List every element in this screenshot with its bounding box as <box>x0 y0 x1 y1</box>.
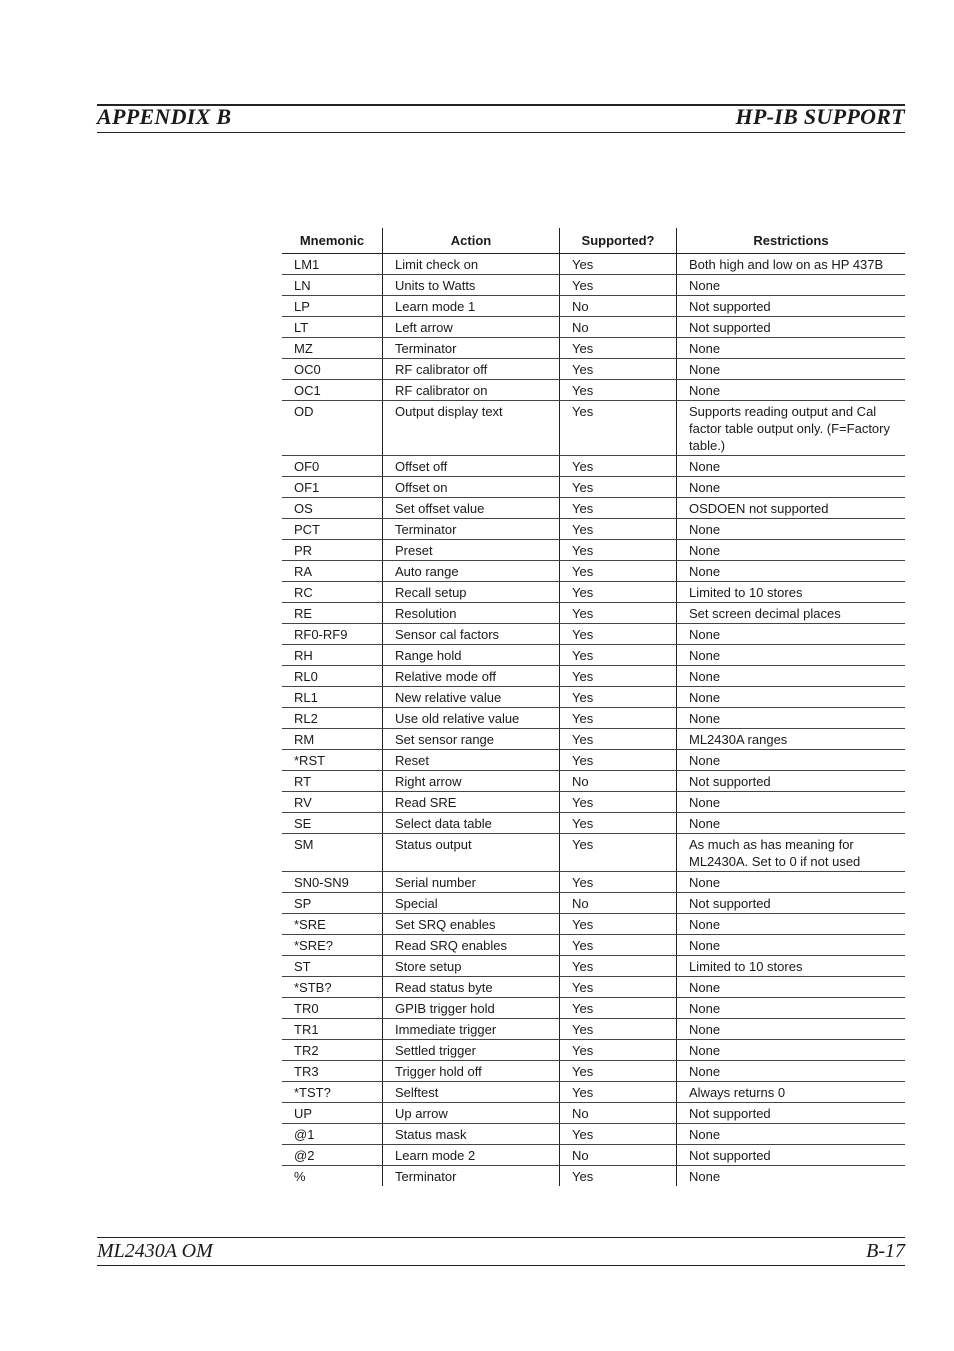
mnemonic-cell: OD <box>282 401 383 456</box>
supported-cell: Yes <box>560 1166 677 1187</box>
mnemonic-cell: RA <box>282 561 383 582</box>
mnemonic-cell: RH <box>282 645 383 666</box>
table-row <box>282 687 905 708</box>
action-cell: Store setup <box>383 956 560 977</box>
mnemonic-cell: *STB? <box>282 977 383 998</box>
restrictions-cell: None <box>677 914 906 935</box>
mnemonic-cell: LT <box>282 317 383 338</box>
restrictions-cell: Not supported <box>677 296 906 317</box>
table-row <box>282 296 905 317</box>
table-header-row <box>282 228 905 254</box>
table-row <box>282 998 905 1019</box>
table-row <box>282 359 905 380</box>
table-row <box>282 603 905 624</box>
restrictions-cell: Limited to 10 stores <box>677 582 906 603</box>
supported-cell: Yes <box>560 666 677 687</box>
supported-cell: Yes <box>560 813 677 834</box>
table-row <box>282 935 905 956</box>
action-cell: Use old relative value <box>383 708 560 729</box>
restrictions-cell: None <box>677 708 906 729</box>
table-row <box>282 956 905 977</box>
mnemonic-cell: TR2 <box>282 1040 383 1061</box>
table-row <box>282 477 905 498</box>
supported-cell: Yes <box>560 729 677 750</box>
supported-cell: Yes <box>560 401 677 456</box>
restrictions-cell: Both high and low on as HP 437B <box>677 254 906 275</box>
restrictions-cell: None <box>677 666 906 687</box>
hpib-command-table <box>282 228 905 1186</box>
mnemonic-cell: OF1 <box>282 477 383 498</box>
supported-cell: Yes <box>560 456 677 477</box>
action-cell: Status mask <box>383 1124 560 1145</box>
table-row <box>282 254 905 275</box>
table-row <box>282 914 905 935</box>
restrictions-cell: None <box>677 540 906 561</box>
restrictions-cell: None <box>677 1124 906 1145</box>
supported-cell: Yes <box>560 380 677 401</box>
action-cell: Terminator <box>383 338 560 359</box>
action-cell: Set sensor range <box>383 729 560 750</box>
table-row <box>282 893 905 914</box>
mnemonic-cell: OC0 <box>282 359 383 380</box>
action-cell: Range hold <box>383 645 560 666</box>
footer-rule-top <box>97 1237 905 1238</box>
mnemonic-cell: @1 <box>282 1124 383 1145</box>
action-cell: Terminator <box>383 1166 560 1187</box>
restrictions-cell: None <box>677 750 906 771</box>
restrictions-cell: Not supported <box>677 317 906 338</box>
supported-cell: Yes <box>560 1124 677 1145</box>
action-cell: Auto range <box>383 561 560 582</box>
table-row <box>282 834 905 872</box>
table-row <box>282 338 905 359</box>
footer-page-number: B-17 <box>866 1240 905 1262</box>
supported-cell: Yes <box>560 977 677 998</box>
supported-cell: Yes <box>560 582 677 603</box>
header-right-title: HP-IB SUPPORT <box>735 104 905 129</box>
mnemonic-cell: TR0 <box>282 998 383 1019</box>
action-cell: Read status byte <box>383 977 560 998</box>
supported-cell: Yes <box>560 792 677 813</box>
action-cell: Serial number <box>383 872 560 893</box>
mnemonic-cell: LN <box>282 275 383 296</box>
table-row <box>282 456 905 477</box>
restrictions-cell: ML2430A ranges <box>677 729 906 750</box>
supported-cell: Yes <box>560 998 677 1019</box>
mnemonic-cell: LP <box>282 296 383 317</box>
action-cell: Settled trigger <box>383 1040 560 1061</box>
table-row <box>282 1019 905 1040</box>
action-cell: Up arrow <box>383 1103 560 1124</box>
supported-cell: No <box>560 317 677 338</box>
table-row <box>282 540 905 561</box>
supported-cell: Yes <box>560 935 677 956</box>
action-cell: Reset <box>383 750 560 771</box>
supported-cell: No <box>560 296 677 317</box>
column-header-supported: Supported? <box>560 228 677 254</box>
supported-cell: No <box>560 1145 677 1166</box>
restrictions-cell: Always returns 0 <box>677 1082 906 1103</box>
table-body <box>282 254 905 1187</box>
table-row <box>282 624 905 645</box>
table-row <box>282 1124 905 1145</box>
mnemonic-cell: ST <box>282 956 383 977</box>
table-row <box>282 401 905 456</box>
table-row <box>282 750 905 771</box>
mnemonic-cell: PCT <box>282 519 383 540</box>
mnemonic-cell: TR1 <box>282 1019 383 1040</box>
mnemonic-cell: RL2 <box>282 708 383 729</box>
mnemonic-cell: *RST <box>282 750 383 771</box>
mnemonic-cell: SP <box>282 893 383 914</box>
table-row <box>282 1103 905 1124</box>
restrictions-cell: None <box>677 338 906 359</box>
restrictions-cell: Not supported <box>677 1103 906 1124</box>
action-cell: New relative value <box>383 687 560 708</box>
action-cell: Read SRE <box>383 792 560 813</box>
restrictions-cell: Not supported <box>677 771 906 792</box>
column-header-mnemonic: Mnemonic <box>282 228 383 254</box>
table-row <box>282 645 905 666</box>
action-cell: Read SRQ enables <box>383 935 560 956</box>
supported-cell: Yes <box>560 254 677 275</box>
supported-cell: Yes <box>560 834 677 872</box>
supported-cell: Yes <box>560 624 677 645</box>
restrictions-cell: Supports reading output and Cal factor table output only. (F=Factory table.) <box>677 401 906 456</box>
restrictions-cell: Set screen decimal places <box>677 603 906 624</box>
table-row <box>282 275 905 296</box>
restrictions-cell: None <box>677 1061 906 1082</box>
action-cell: Recall setup <box>383 582 560 603</box>
table-row <box>282 1040 905 1061</box>
mnemonic-cell: MZ <box>282 338 383 359</box>
supported-cell: Yes <box>560 914 677 935</box>
supported-cell: Yes <box>560 561 677 582</box>
action-cell: Trigger hold off <box>383 1061 560 1082</box>
supported-cell: Yes <box>560 708 677 729</box>
supported-cell: Yes <box>560 1061 677 1082</box>
mnemonic-cell: RM <box>282 729 383 750</box>
restrictions-cell: Not supported <box>677 1145 906 1166</box>
action-cell: GPIB trigger hold <box>383 998 560 1019</box>
table-row <box>282 771 905 792</box>
mnemonic-cell: OC1 <box>282 380 383 401</box>
footer-document-name: ML2430A OM <box>97 1240 213 1262</box>
supported-cell: No <box>560 893 677 914</box>
mnemonic-cell: LM1 <box>282 254 383 275</box>
mnemonic-cell: *TST? <box>282 1082 383 1103</box>
action-cell: Left arrow <box>383 317 560 338</box>
mnemonic-cell: RT <box>282 771 383 792</box>
footer-rule-bottom <box>97 1265 905 1266</box>
table-row <box>282 498 905 519</box>
mnemonic-cell: RF0-RF9 <box>282 624 383 645</box>
column-header-action: Action <box>383 228 560 254</box>
action-cell: Select data table <box>383 813 560 834</box>
supported-cell: Yes <box>560 956 677 977</box>
supported-cell: Yes <box>560 1040 677 1061</box>
restrictions-cell: None <box>677 477 906 498</box>
header-rule-bottom <box>97 132 905 133</box>
mnemonic-cell: RC <box>282 582 383 603</box>
action-cell: Set offset value <box>383 498 560 519</box>
supported-cell: Yes <box>560 477 677 498</box>
header-left-title: APPENDIX B <box>97 104 232 129</box>
table-row <box>282 1061 905 1082</box>
action-cell: Selftest <box>383 1082 560 1103</box>
action-cell: RF calibrator on <box>383 380 560 401</box>
action-cell: Status output <box>383 834 560 872</box>
action-cell: Set SRQ enables <box>383 914 560 935</box>
restrictions-cell: None <box>677 645 906 666</box>
supported-cell: No <box>560 1103 677 1124</box>
mnemonic-cell: *SRE <box>282 914 383 935</box>
supported-cell: Yes <box>560 750 677 771</box>
restrictions-cell: Not supported <box>677 893 906 914</box>
action-cell: Sensor cal factors <box>383 624 560 645</box>
supported-cell: Yes <box>560 645 677 666</box>
table-row <box>282 977 905 998</box>
mnemonic-cell: @2 <box>282 1145 383 1166</box>
mnemonic-cell: SM <box>282 834 383 872</box>
restrictions-cell: Limited to 10 stores <box>677 956 906 977</box>
mnemonic-cell: PR <box>282 540 383 561</box>
mnemonic-cell: RV <box>282 792 383 813</box>
mnemonic-cell: % <box>282 1166 383 1187</box>
table-row <box>282 380 905 401</box>
action-cell: Limit check on <box>383 254 560 275</box>
action-cell: Units to Watts <box>383 275 560 296</box>
table-row <box>282 519 905 540</box>
restrictions-cell: OSDOEN not supported <box>677 498 906 519</box>
restrictions-cell: None <box>677 1019 906 1040</box>
supported-cell: Yes <box>560 603 677 624</box>
restrictions-cell: None <box>677 275 906 296</box>
supported-cell: Yes <box>560 498 677 519</box>
table-row <box>282 1082 905 1103</box>
table-row <box>282 792 905 813</box>
restrictions-cell: None <box>677 519 906 540</box>
action-cell: Right arrow <box>383 771 560 792</box>
table-row <box>282 1145 905 1166</box>
restrictions-cell: None <box>677 792 906 813</box>
mnemonic-cell: UP <box>282 1103 383 1124</box>
supported-cell: Yes <box>560 687 677 708</box>
action-cell: Learn mode 2 <box>383 1145 560 1166</box>
action-cell: Output display text <box>383 401 560 456</box>
action-cell: Relative mode off <box>383 666 560 687</box>
action-cell: Offset off <box>383 456 560 477</box>
restrictions-cell: None <box>677 813 906 834</box>
restrictions-cell: None <box>677 872 906 893</box>
supported-cell: Yes <box>560 1082 677 1103</box>
supported-cell: Yes <box>560 359 677 380</box>
restrictions-cell: None <box>677 935 906 956</box>
table-row <box>282 729 905 750</box>
action-cell: Offset on <box>383 477 560 498</box>
mnemonic-cell: SE <box>282 813 383 834</box>
table-row <box>282 708 905 729</box>
restrictions-cell: As much as has meaning for ML2430A. Set to 0 if not used <box>677 834 906 872</box>
column-header-restrictions: Restrictions <box>677 228 906 254</box>
table-row <box>282 813 905 834</box>
mnemonic-cell: OF0 <box>282 456 383 477</box>
mnemonic-cell: RL0 <box>282 666 383 687</box>
table-row <box>282 1166 905 1187</box>
supported-cell: Yes <box>560 519 677 540</box>
table-row <box>282 872 905 893</box>
supported-cell: Yes <box>560 540 677 561</box>
mnemonic-cell: OS <box>282 498 383 519</box>
restrictions-cell: None <box>677 380 906 401</box>
supported-cell: Yes <box>560 275 677 296</box>
action-cell: Resolution <box>383 603 560 624</box>
mnemonic-cell: RL1 <box>282 687 383 708</box>
mnemonic-cell: *SRE? <box>282 935 383 956</box>
action-cell: Preset <box>383 540 560 561</box>
restrictions-cell: None <box>677 1040 906 1061</box>
table-row <box>282 317 905 338</box>
supported-cell: Yes <box>560 338 677 359</box>
action-cell: Immediate trigger <box>383 1019 560 1040</box>
table-row <box>282 666 905 687</box>
action-cell: Learn mode 1 <box>383 296 560 317</box>
restrictions-cell: None <box>677 624 906 645</box>
supported-cell: Yes <box>560 1019 677 1040</box>
restrictions-cell: None <box>677 456 906 477</box>
restrictions-cell: None <box>677 561 906 582</box>
action-cell: Terminator <box>383 519 560 540</box>
action-cell: Special <box>383 893 560 914</box>
action-cell: RF calibrator off <box>383 359 560 380</box>
table-row <box>282 561 905 582</box>
mnemonic-cell: TR3 <box>282 1061 383 1082</box>
supported-cell: Yes <box>560 872 677 893</box>
restrictions-cell: None <box>689 1169 721 1184</box>
mnemonic-cell: SN0-SN9 <box>282 872 383 893</box>
table-row <box>282 582 905 603</box>
supported-cell: No <box>560 771 677 792</box>
restrictions-cell: None <box>677 687 906 708</box>
restrictions-cell: None <box>677 998 906 1019</box>
restrictions-cell: None <box>677 359 906 380</box>
restrictions-cell: None <box>677 977 906 998</box>
mnemonic-cell: RE <box>282 603 383 624</box>
